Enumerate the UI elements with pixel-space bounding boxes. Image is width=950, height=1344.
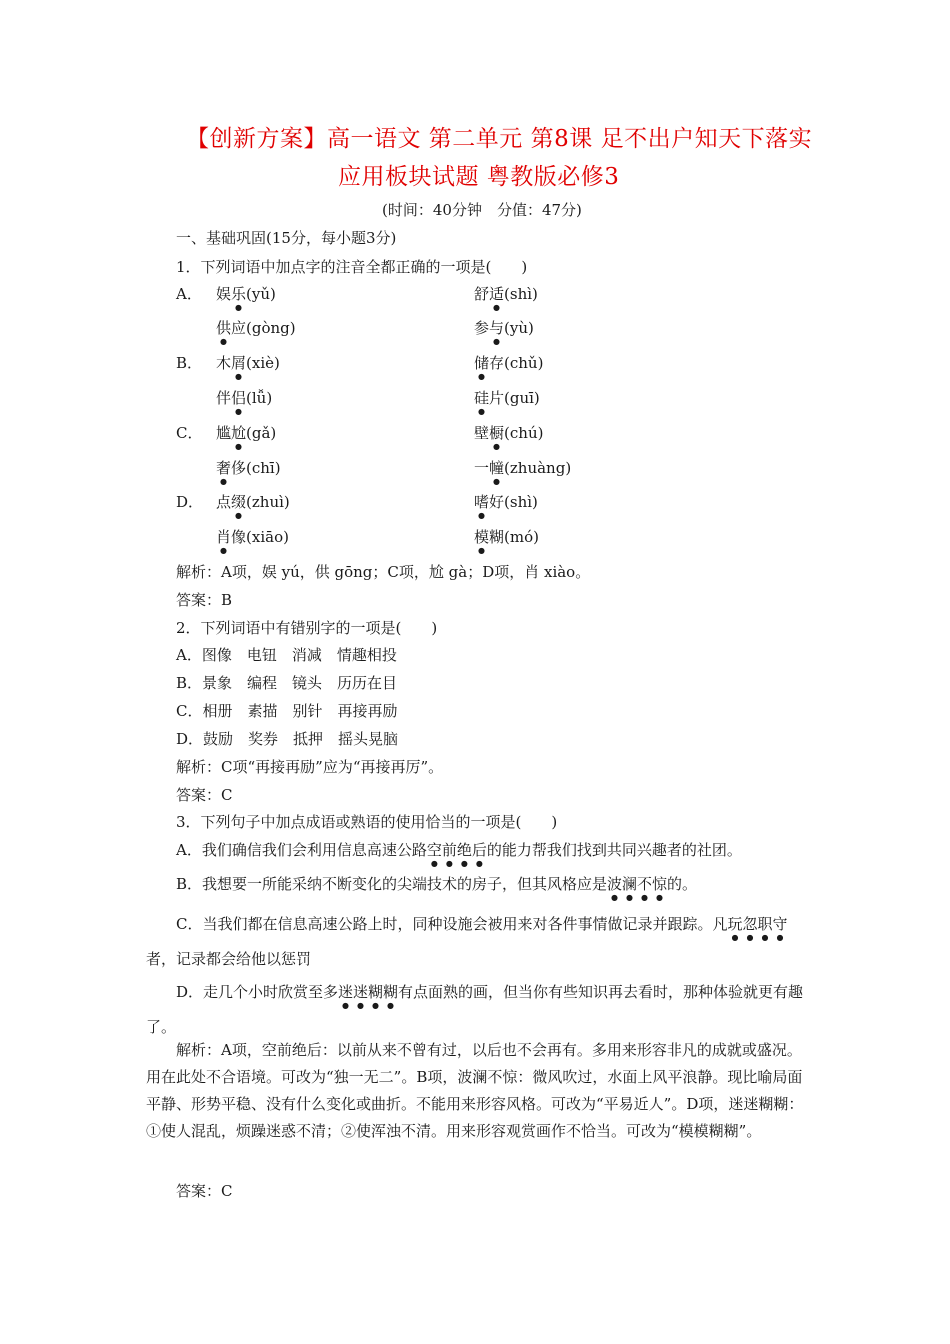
page-title-line1: 【创新方案】高一语文 第二单元 第8课 足不出户知天下落实 <box>186 126 813 152</box>
question-2-stem: 2．下列词语中有错别字的一项是( ) <box>176 619 438 637</box>
q3-option-b: B．我想要一所能采纳不断变化的尖端技术的房子，但其风格应是波澜不惊的。 <box>176 875 698 893</box>
q1-option-c-word3: 奢侈(chī) <box>216 459 281 477</box>
section-heading: 一、基础巩固(15分，每小题3分) <box>176 229 397 247</box>
q1-option-c-word2: 壁橱(chú) <box>474 424 544 442</box>
q3-option-c: C．当我们都在信息高速公路上时，同种设施会被用来对各件事情做记录并跟踪。凡玩忽职守者，记录都会给他以惩罚 <box>146 915 788 968</box>
q2-option-d: D．鼓励 奖券 抵押 摇头晃脑 <box>176 730 399 748</box>
q1-option-b-word1: 木屑(xiè) <box>216 354 280 372</box>
q1-option-d-word2: 嗜好(shì) <box>474 493 538 511</box>
q3-option-d: D．走几个小时欣赏至多迷迷糊糊有点面熟的画，但当你有些知识再去看时，那种体验就更有趣了。 <box>146 983 804 1036</box>
q1-option-d-word1: 点缀(zhuì) <box>216 493 290 511</box>
q1-answer: 答案：B <box>176 591 233 609</box>
q1-option-b-word4: 硅片(guī) <box>474 389 540 407</box>
page-title-line2: 应用板块试题 粤教版必修3 <box>338 164 620 190</box>
q1-option-b-word2: 储存(chǔ) <box>474 354 544 372</box>
q1-option-a-word1: 娱乐(yǔ) <box>216 285 276 303</box>
q2-analysis: 解析：C项“再接再励”应为“再接再厉”。 <box>176 758 444 776</box>
q1-option-d-word4: 模糊(mó) <box>474 528 539 546</box>
q2-option-b: B．景象 编程 镜头 历历在目 <box>176 674 398 692</box>
q3-analysis: 解析：A项，空前绝后：以前从来不曾有过，以后也不会再有。多用来形容非凡的成就或盛况。用在此处不合语境。可改为“独一无二”。B项，波澜不惊：微风吹过，水面上风平浪静。现比喻局面平静、形势平稳、没有什么变化或曲折。不能用来形容风格。可改为“平易近人”。D项，迷迷糊糊：①使人混乱，烦躁迷惑不清；②使浑浊不清。用来形容观赏画作不恰当。可改为“模模糊糊”。 <box>146 1041 804 1140</box>
question-1-stem: 1．下列词语中加点字的注音全都正确的一项是( ) <box>176 258 528 276</box>
q2-option-c: C．相册 素描 别针 再接再励 <box>176 702 398 720</box>
time-score-info: (时间：40分钟 分值：47分) <box>382 201 582 219</box>
q1-option-a-word4: 参与(yù) <box>474 319 534 337</box>
q1-option-d-word3: 肖像(xiāo) <box>216 528 289 546</box>
q1-analysis: 解析：A项，娱 yú，供 gōng；C项，尬 gà；D项，肖 xiào。 <box>176 563 591 581</box>
q1-option-a-word2: 舒适(shì) <box>474 285 538 303</box>
q1-option-c-word4: 一幢(zhuàng) <box>474 459 572 477</box>
q1-option-c-label: C． <box>176 424 203 442</box>
q2-option-a: A．图像 电钮 消减 情趣相投 <box>176 646 397 664</box>
q3-option-a: A．我们确信我们会利用信息高速公路空前绝后的能力帮我们找到共同兴趣者的社团。 <box>176 841 742 859</box>
question-3-stem: 3．下列句子中加点成语或熟语的使用恰当的一项是( ) <box>176 813 558 831</box>
q3-answer: 答案：C <box>176 1182 233 1200</box>
q1-option-a-word3: 供应(gòng) <box>216 319 296 337</box>
q1-option-b-word3: 伴侣(lǚ) <box>216 389 273 407</box>
q2-answer: 答案：C <box>176 786 233 804</box>
q1-option-c-word1: 尴尬(gǎ) <box>216 424 277 442</box>
q1-option-d-label: D． <box>176 493 204 511</box>
q1-option-a-label: A． <box>176 285 202 303</box>
q1-option-b-label: B． <box>176 354 203 372</box>
